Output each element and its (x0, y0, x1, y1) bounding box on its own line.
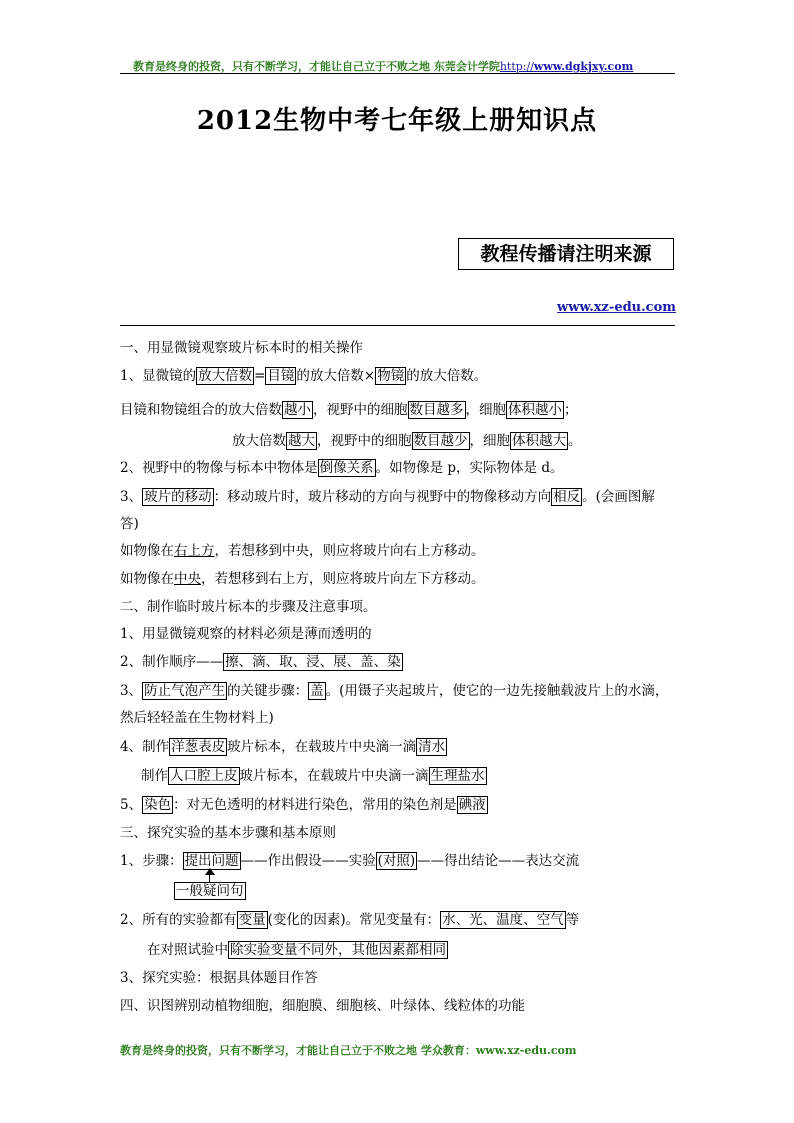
section-3-heading: 三、探究实验的基本步骤和基本原则 (120, 825, 336, 841)
site-link[interactable]: www.xz-edu.com (557, 300, 676, 315)
s3-line-1: 1、步骤： 提出问题 ——作出假设——实验 (对照) ——得出结论——表达交流 (120, 853, 580, 869)
content-divider (120, 325, 675, 326)
s1-line-7: 如物像在中央，若想移到右上方，则应将玻片向左下方移动。 (120, 571, 485, 587)
page-title: 2012生物中考七年级上册知识点 (196, 106, 598, 136)
header-link-domain[interactable]: www.dgkjxy.com (533, 60, 634, 73)
s2-line-1: 1、用显微镜观察的材料必须是薄而透明的 (120, 626, 372, 642)
s1-line-6: 如物像在右上方，若想移到中央，则应将玻片向右上方移动。 (120, 543, 485, 559)
s3-line-3: 在对照试验中 除实验变量不同外，其他因素都相同 (147, 942, 446, 958)
section-1-heading: 一、用显微镜观察玻片标本时的相关操作 (120, 340, 363, 356)
s3-line-1b: 一般疑问句 (176, 883, 244, 899)
s1-line-1: 1、显微镜的 放大倍数 = 目镜 的放大倍数× 物镜 的放大倍数。 (120, 368, 488, 384)
header-divider (120, 73, 675, 74)
s2-line-6: 5、 染色 ：对无色透明的材料进行染色，常用的染色剂是 碘液 (120, 797, 486, 813)
s3-line-4: 3、探究实验：根据具体题目作答 (120, 970, 318, 986)
s3-line-2: 2、所有的实验都有 变量 (变化的因素)。常见变量有： 水、光、温度、空气 等 (120, 912, 580, 928)
s1-line-3: 放大倍数 越大 ，视野中的细胞 数目越少 ，细胞 体积越大 。 (232, 433, 582, 449)
s2-line-4: 4、制作 洋葱表皮 玻片标本，在载玻片中央滴一滴 清水 (120, 739, 446, 755)
s2-line-3b: 然后轻轻盖在生物材料上) (120, 710, 274, 726)
page-footer: 教育是终身的投资，只有不断学习，才能让自己立于不败之地 学众教育：www.xz-edu.com (120, 1044, 577, 1057)
section-2-heading: 二、制作临时玻片标本的步骤及注意事项。 (120, 599, 377, 615)
s1-line-4: 2、视野中的物像与标本中物体是 倒像关系 。如物像是 p，实际物体是 d。 (120, 460, 564, 476)
arrowhead-icon (205, 868, 215, 875)
source-notice-box: 教程传播请注明来源 (458, 238, 674, 270)
s2-line-3: 3、 防止气泡产生 的关键步骤： 盖 。(用镊子夹起玻片，使它的一边先接触载波片上的水滴， (120, 683, 669, 699)
s1-line-5: 3、 玻片的移动 ：移动玻片时，玻片移动的方向与视野中的物像移动方向 相反 。(会画图解 (120, 489, 655, 505)
s1-line-2: 目镜和物镜组合的放大倍数 越小 ，视野中的细胞 数目越多 ，细胞 体积越小 ； (120, 402, 578, 418)
page-header (133, 58, 633, 74)
header-motto: 教育是终身的投资，只有不断学习，才能让自己立于不败之地 东莞会计学院 (133, 60, 500, 73)
section-4-heading: 四、识图辨别动植物细胞，细胞膜、细胞核、叶绿体、线粒体的功能 (120, 998, 525, 1014)
header-link-prefix[interactable]: http:// (499, 60, 534, 73)
s2-line-2: 2、制作顺序—— 擦、滴、取、浸、展、盖、染 (120, 654, 401, 670)
s2-line-5: 制作 人口腔上皮 玻片标本，在载玻片中央滴一滴 生理盐水 (141, 768, 485, 784)
s1-line-5b: 答) (120, 516, 139, 532)
